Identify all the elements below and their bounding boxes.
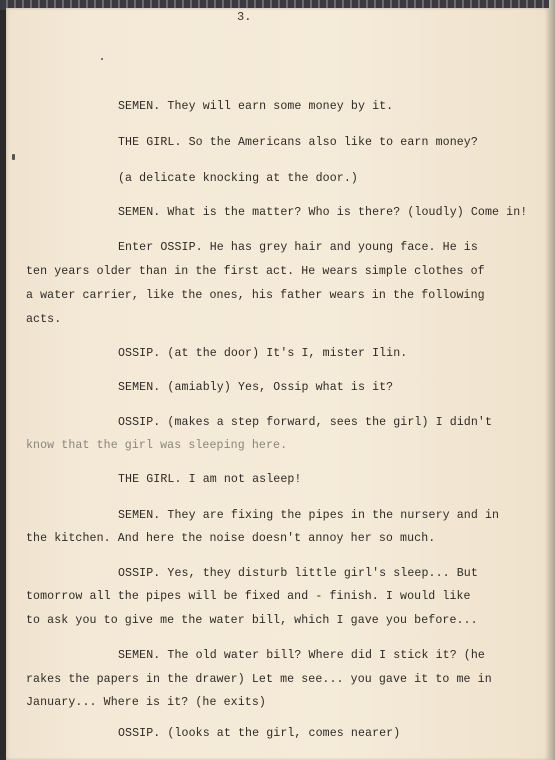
- script-line: SEMEN. The old water bill? Where did I stick it? (he: [118, 649, 485, 662]
- script-line: (a delicate knocking at the door.): [118, 172, 358, 185]
- script-line: January... Where is it? (he exits): [26, 696, 266, 709]
- script-line: rakes the papers in the drawer) Let me see... you gave it to me in: [26, 673, 492, 686]
- ink-speck: [101, 58, 103, 60]
- typewritten-page: [6, 8, 549, 760]
- script-line: the kitchen. And here the noise doesn't annoy her so much.: [26, 532, 436, 545]
- script-line: SEMEN. They are fixing the pipes in the nursery and in: [118, 509, 500, 522]
- script-line: SEMEN. (amiably) Yes, Ossip what is it?: [118, 381, 394, 394]
- script-line: tomorrow all the pipes will be fixed and - finish. I would like: [26, 590, 471, 603]
- script-line: OSSIP. (at the door) It's I, mister Ilin.: [118, 347, 408, 360]
- ink-speck: [12, 154, 15, 160]
- page-edge-shadow: [549, 0, 555, 760]
- script-line: ten years older than in the first act. He wears simple clothes of: [26, 265, 485, 278]
- script-line: OSSIP. (looks at the girl, comes nearer): [118, 727, 401, 740]
- script-line: THE GIRL. I am not asleep!: [118, 473, 302, 486]
- script-line: know that the girl was sleeping here.: [26, 439, 288, 452]
- script-line: a water carrier, like the ones, his father wears in the following: [26, 289, 485, 302]
- script-line: acts.: [26, 313, 62, 326]
- script-line: SEMEN. They will earn some money by it.: [118, 100, 394, 113]
- script-line: Enter OSSIP. He has grey hair and young face. He is: [118, 241, 478, 254]
- script-line: OSSIP. Yes, they disturb little girl's sleep... But: [118, 567, 478, 580]
- script-line: OSSIP. (makes a step forward, sees the girl) I didn't: [118, 416, 493, 429]
- script-line: THE GIRL. So the Americans also like to earn money?: [118, 136, 478, 149]
- script-line: SEMEN. What is the matter? Who is there? (loudly) Come in!: [118, 206, 528, 219]
- script-line: to ask you to give me the water bill, which I gave you before...: [26, 614, 478, 627]
- page-number: 3.: [237, 10, 252, 24]
